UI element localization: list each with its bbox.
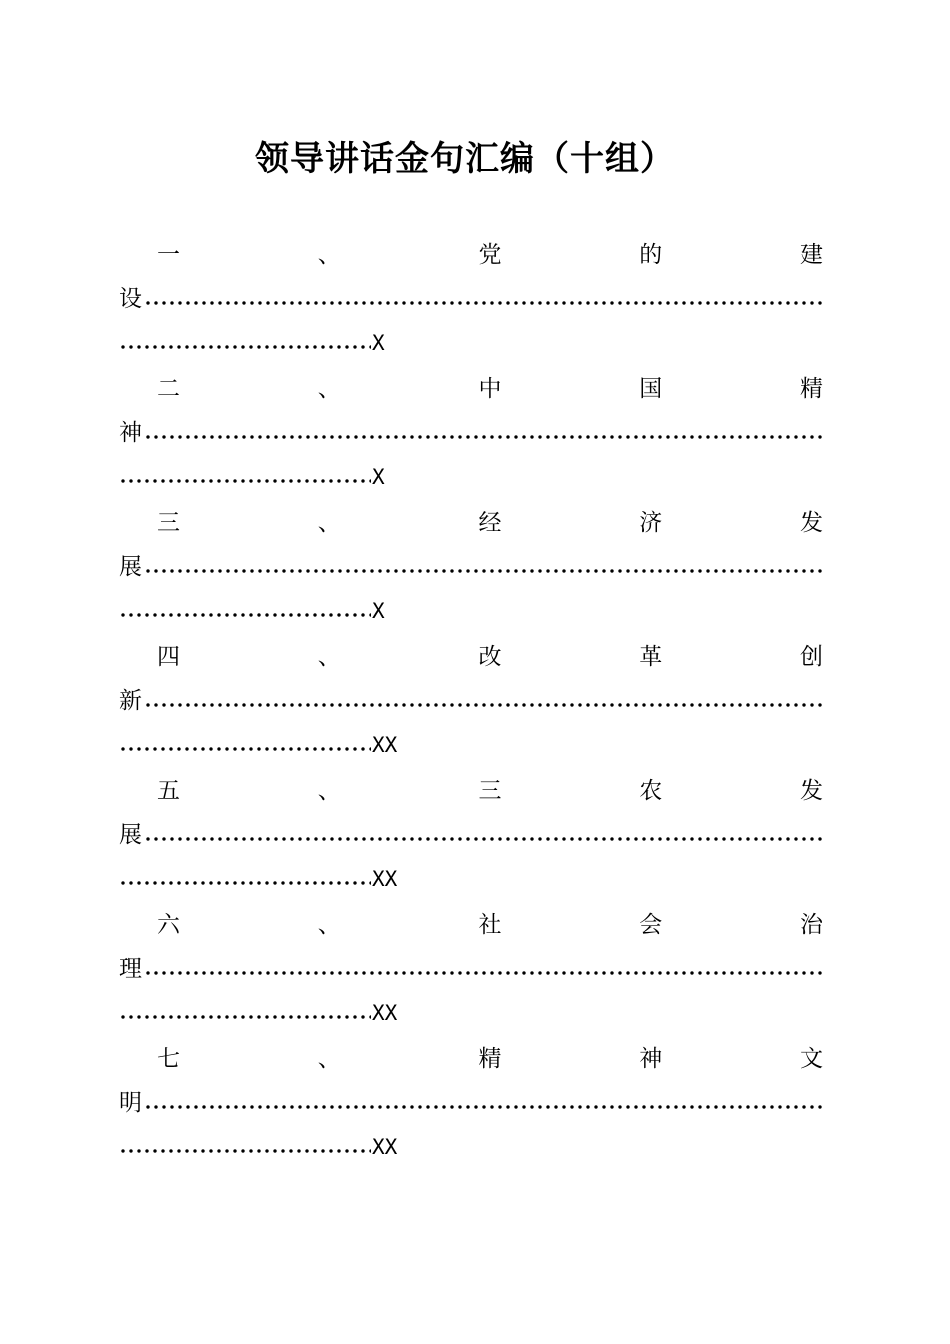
toc-entry-separator: 、 xyxy=(317,643,341,670)
toc-entry-char: 农 xyxy=(639,777,663,804)
dot-leader xyxy=(144,971,823,975)
toc-entry-number: 二 xyxy=(157,375,180,402)
dot-leader xyxy=(119,1015,371,1019)
toc-entry-leader-line xyxy=(119,408,823,452)
dot-leader xyxy=(144,569,823,573)
toc-entry[interactable] xyxy=(119,900,823,1034)
toc-entry[interactable] xyxy=(119,230,823,364)
toc-entry-char: 经 xyxy=(478,509,502,536)
toc-entry-page-number: X xyxy=(372,465,385,489)
toc-entry-number: 三 xyxy=(157,509,180,536)
toc-entry-last-char: 明 xyxy=(119,1089,142,1116)
toc-entry-separator: 、 xyxy=(317,375,341,402)
table-of-contents xyxy=(119,230,823,1168)
toc-entry-char: 党 xyxy=(478,241,502,268)
toc-entry-char: 济 xyxy=(639,509,663,536)
toc-entry-number: 五 xyxy=(157,777,180,804)
toc-entry-number: 六 xyxy=(157,911,180,938)
toc-entry-page-line xyxy=(119,988,397,1032)
toc-entry-number: 一 xyxy=(157,241,180,268)
toc-entry-heading xyxy=(157,498,823,542)
toc-entry-char: 国 xyxy=(639,375,663,402)
toc-entry-char: 建 xyxy=(800,241,823,268)
toc-entry-leader-line xyxy=(119,274,823,318)
dot-leader xyxy=(144,837,823,841)
toc-entry-char: 发 xyxy=(800,777,823,804)
toc-entry-char: 神 xyxy=(639,1045,663,1072)
toc-entry-page-line xyxy=(119,586,385,630)
toc-entry-separator: 、 xyxy=(317,241,341,268)
toc-entry-last-char: 展 xyxy=(119,821,142,848)
toc-entry-page-line xyxy=(119,318,385,362)
toc-entry[interactable] xyxy=(119,498,823,632)
toc-entry-last-char: 理 xyxy=(119,955,142,982)
toc-entry-leader-line xyxy=(119,944,823,988)
toc-entry-page-number: XX xyxy=(372,733,398,757)
toc-entry-page-number: XX xyxy=(372,1135,398,1159)
toc-entry-page-number: X xyxy=(372,331,385,355)
toc-entry-leader-line xyxy=(119,810,823,854)
dot-leader xyxy=(119,345,371,349)
toc-entry-char: 改 xyxy=(478,643,502,670)
toc-entry-last-char: 神 xyxy=(119,419,142,446)
toc-entry-page-number: X xyxy=(372,599,385,623)
toc-entry-separator: 、 xyxy=(317,509,341,536)
toc-entry-char: 三 xyxy=(478,777,502,804)
dot-leader xyxy=(119,1149,371,1153)
toc-entry-number: 七 xyxy=(157,1045,180,1072)
toc-entry-char: 革 xyxy=(639,643,663,670)
toc-entry-page-line xyxy=(119,1122,397,1166)
dot-leader xyxy=(144,1105,823,1109)
toc-entry-page-line xyxy=(119,452,385,496)
toc-entry-heading xyxy=(157,766,823,810)
toc-entry-separator: 、 xyxy=(317,1045,341,1072)
toc-entry-heading xyxy=(157,230,823,274)
document-title: 领导讲话金句汇编（十组） xyxy=(255,139,675,179)
toc-entry[interactable] xyxy=(119,632,823,766)
toc-entry-char: 精 xyxy=(800,375,823,402)
toc-entry-page-line xyxy=(119,720,397,764)
toc-entry-leader-line xyxy=(119,1078,823,1122)
toc-entry-char: 创 xyxy=(800,643,823,670)
toc-entry-heading xyxy=(157,364,823,408)
toc-entry-page-number: XX xyxy=(372,867,398,891)
toc-entry-number: 四 xyxy=(157,643,180,670)
dot-leader xyxy=(144,703,823,707)
dot-leader xyxy=(119,479,371,483)
toc-entry-char: 会 xyxy=(639,911,663,938)
toc-entry-heading xyxy=(157,632,823,676)
toc-entry[interactable] xyxy=(119,1034,823,1168)
dot-leader xyxy=(119,613,371,617)
toc-entry-leader-line xyxy=(119,676,823,720)
toc-entry-separator: 、 xyxy=(317,911,341,938)
toc-entry-heading xyxy=(157,1034,823,1078)
toc-entry-char: 中 xyxy=(478,375,502,402)
toc-entry-char: 文 xyxy=(800,1045,823,1072)
toc-entry-last-char: 设 xyxy=(119,285,142,312)
toc-entry-leader-line xyxy=(119,542,823,586)
toc-entry-char: 发 xyxy=(800,509,823,536)
toc-entry-page-number: XX xyxy=(372,1001,398,1025)
toc-entry-page-line xyxy=(119,854,397,898)
toc-entry-char: 的 xyxy=(639,241,663,268)
dot-leader xyxy=(144,301,823,305)
toc-entry-char: 治 xyxy=(800,911,823,938)
toc-entry-separator: 、 xyxy=(317,777,341,804)
toc-entry[interactable] xyxy=(119,364,823,498)
toc-entry-char: 精 xyxy=(478,1045,502,1072)
dot-leader xyxy=(119,881,371,885)
dot-leader xyxy=(144,435,823,439)
toc-entry-last-char: 新 xyxy=(119,687,142,714)
toc-entry-last-char: 展 xyxy=(119,553,142,580)
dot-leader xyxy=(119,747,371,751)
toc-entry[interactable] xyxy=(119,766,823,900)
toc-entry-heading xyxy=(157,900,823,944)
toc-entry-char: 社 xyxy=(478,911,502,938)
